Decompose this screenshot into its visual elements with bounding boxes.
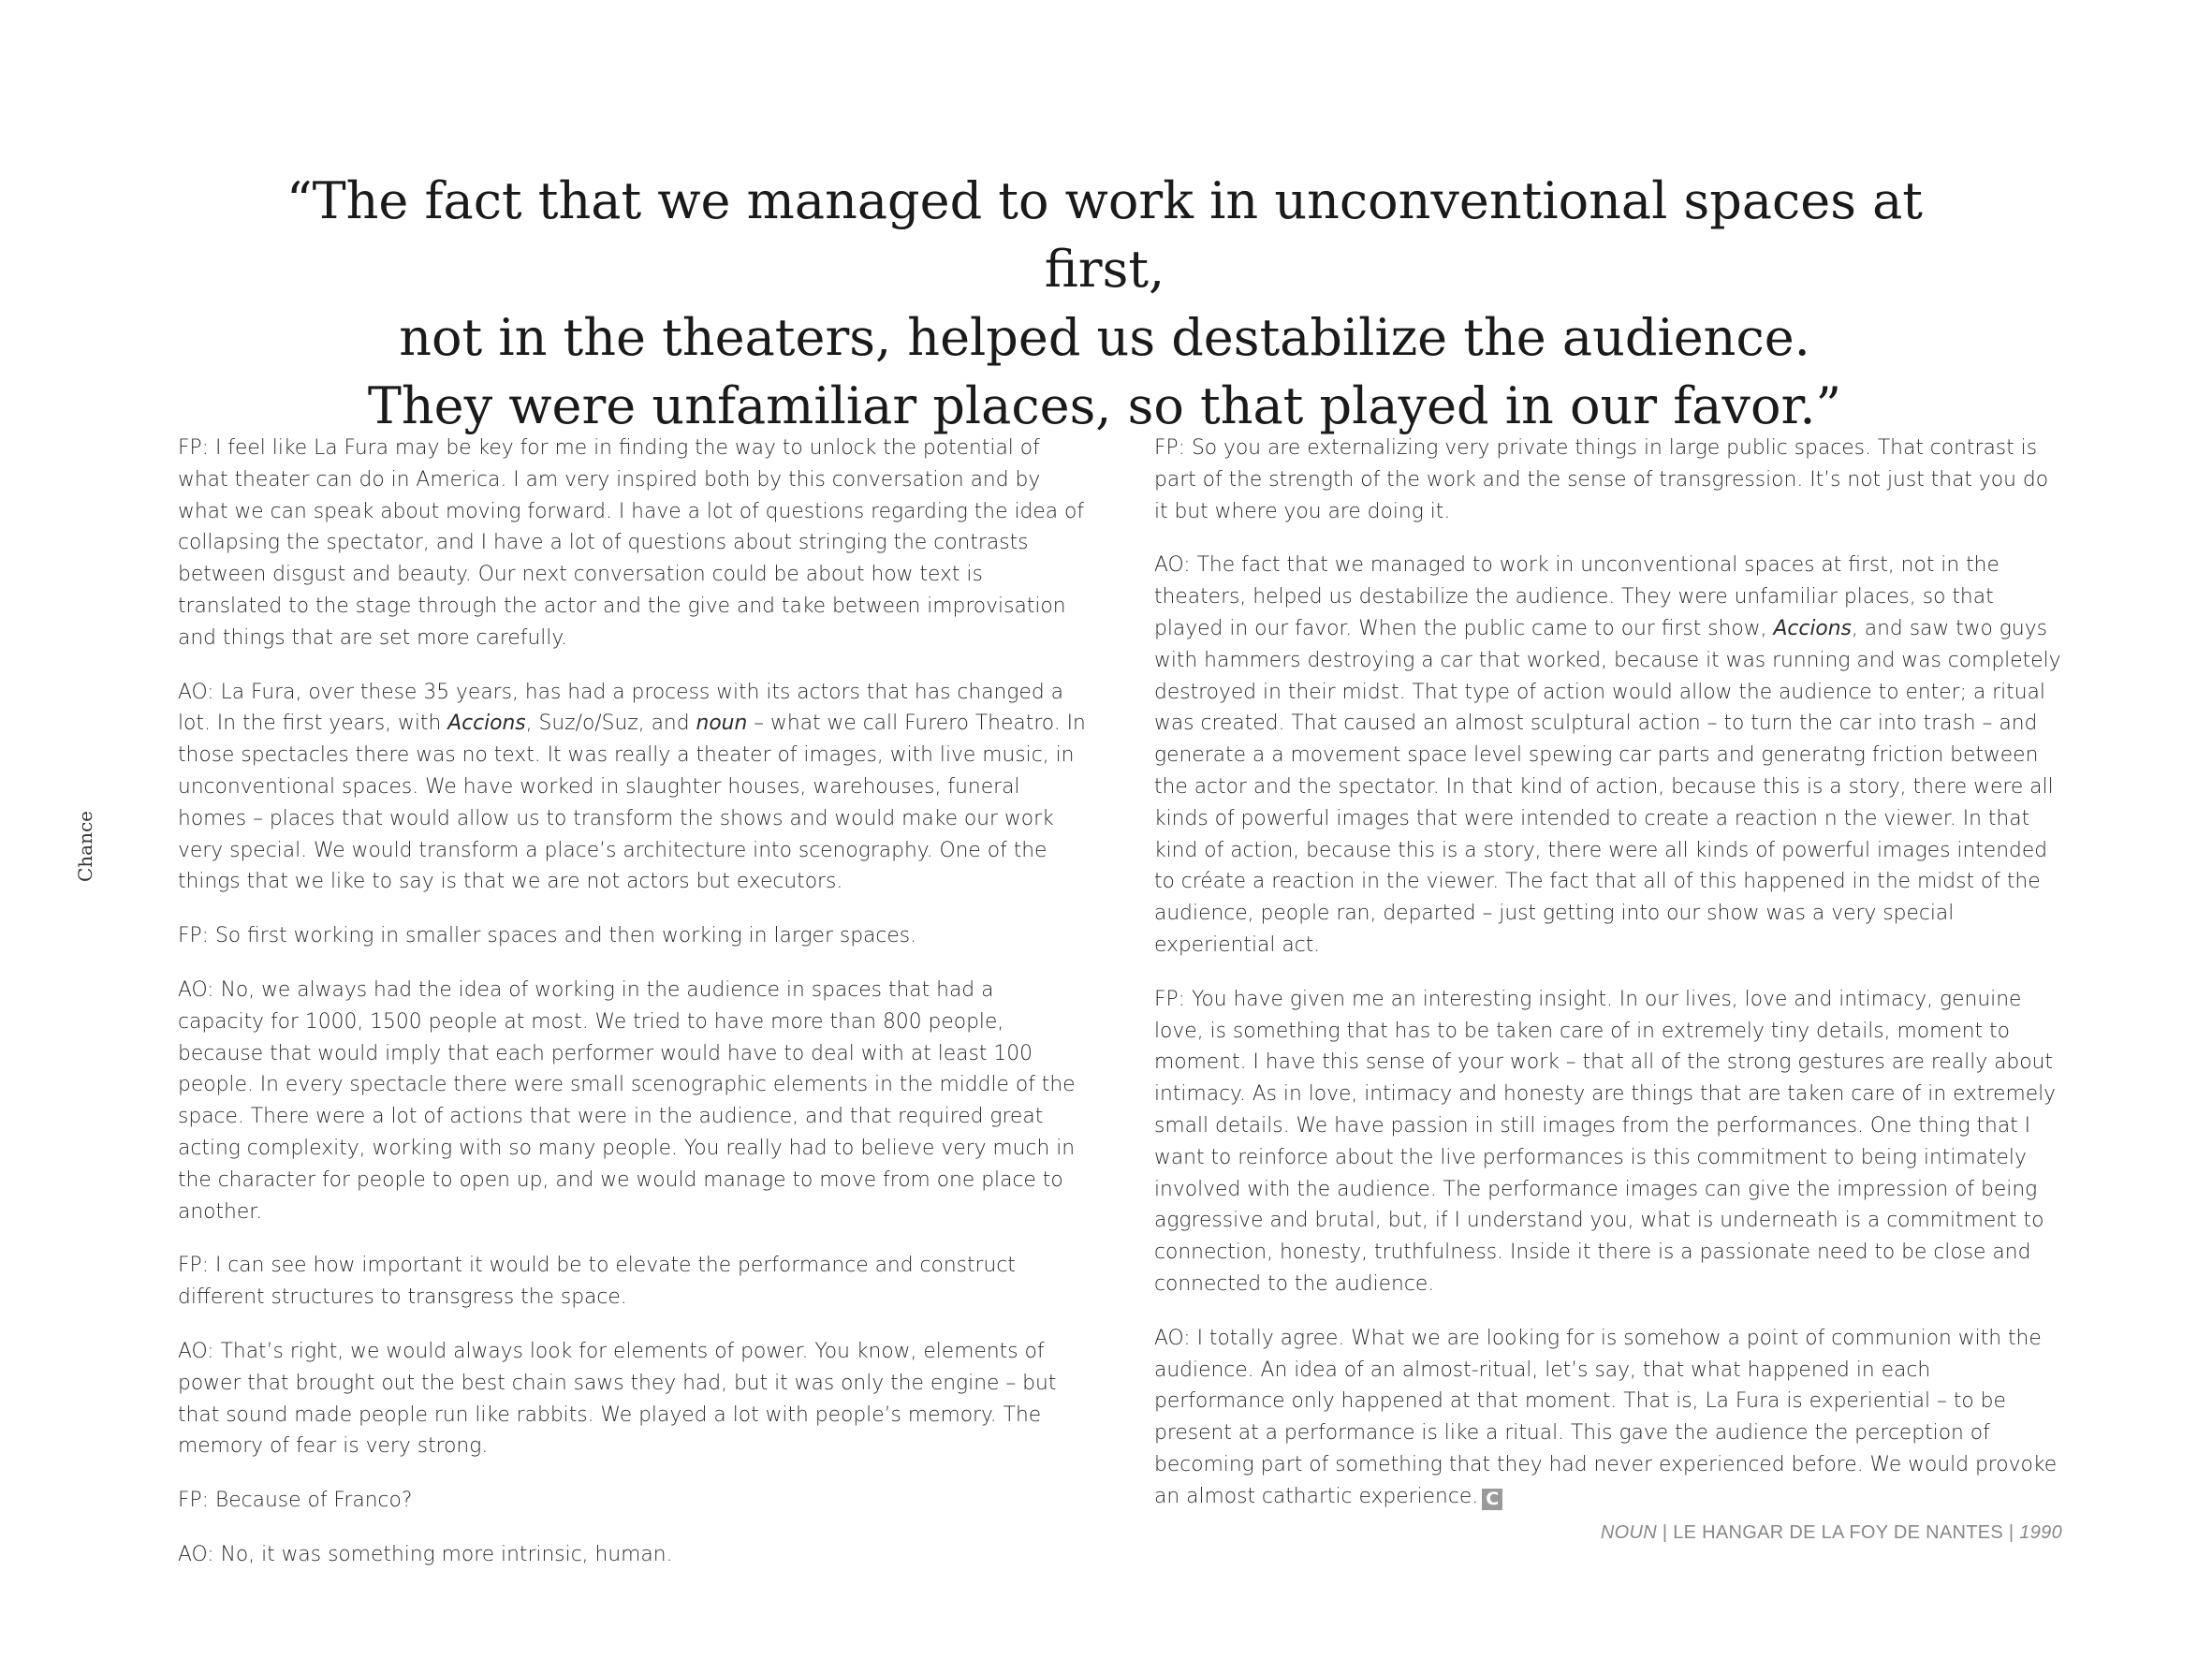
paragraph: AO: No, it was something more intrinsic, human.	[178, 1542, 673, 1566]
paragraph: FP: So you are externalizing very private things in large public spaces. That contrast is part of the strength of the work and the sense of transgression. It’s not just that you do it but where you are doing it.	[1154, 436, 2049, 523]
left-column	[178, 433, 1086, 1593]
text-run: , and saw two guys with hammers destroying a car that worked, because it was running and was completely destroyed in their midst. That type of action would allow the audience to enter; a ritual was created. That caused an almost sculptural action – to turn the car into trash – and generate a a movement space level spewing car parts and generatng friction between the actor and the spectator. In that kind of action, because this is a story, there were all kinds of powerful images that were intended to create a reaction n the viewer. In that kind of action, because this is a story, there were all kinds of powerful images intended to créate a reaction in the viewer. The fact that all of this happened in the midst of the audience, people ran, departed – just getting into our show was a very special experiential act.	[1154, 616, 2061, 957]
caption-place: LE HANGAR DE LA FOY DE NANTES	[1673, 1522, 2004, 1543]
pull-quote-line: They were unfamiliar places, so that played in our favor.”	[367, 376, 1842, 435]
caption-separator: |	[2003, 1522, 2020, 1543]
pull-quote	[234, 167, 1975, 440]
text-run: AO: La Fura, over these 35 years, has had a process with its actors that has changed a lot. In the first years, with	[178, 680, 1063, 736]
paragraph: FP: I feel like La Fura may be key for me in finding the way to unlock the potential of what theater can do in America. I am very inspired both by this conversation and by what we can speak about moving forward. I have a lot of questions regarding the idea of collapsing the spectator, and I have a lot of questions about stringing the contrasts between disgust and beauty. Our next conversation could be about how text is translated to the stage through the actor and the give and take between improvisation and things that are set more carefully.	[178, 436, 1085, 650]
text-run: AO: I totally agree. What we are looking for is somehow a point of communion with the audience. An idea of an almost-ritual, let’s say, that what happened in each performance only happened at that moment. That is, La Fura is experiential – to be present at a performance is like a ritual. This gave the audience the perception of becoming part of something that they had never experienced before. We would provoke an almost cathartic experience.	[1154, 1326, 2058, 1508]
image-caption	[1601, 1522, 2062, 1544]
paragraph: FP: I can see how important it would be to elevate the performance and construct different structures to transgress the space.	[178, 1254, 1016, 1310]
right-column	[1154, 433, 2062, 1535]
paragraph	[1154, 550, 2062, 961]
text-run: , Suz/o/Suz, and	[525, 712, 696, 736]
paragraph: FP: Because of Franco?	[178, 1489, 413, 1513]
end-mark-icon: C	[1482, 1489, 1502, 1510]
work-title: Accions	[447, 712, 526, 736]
pull-quote-line: not in the theaters, helped us destabilize the audience.	[399, 308, 1810, 367]
paragraph: AO: No, we always had the idea of working in the audience in spaces that had a capacity for 1000, 1500 people at most. We tried to have more than 800 people, because that would imply that each performer would have to deal with at least 100 people. In every spectacle there were small scenographic elements in the middle of the space. There were a lot of actions that were in the audience, and that required great acting complexity, working with so many people. You really had to believe very much in the character for people to open up, and we would manage to move from one place to another.	[178, 977, 1076, 1224]
pull-quote-line: “The fact that we managed to work in unconventional spaces at first,	[286, 171, 1923, 299]
text-run: AO: The fact that we managed to work in unconventional spaces at first, not in the theaters, helped us destabilize the audience. They were unfamiliar places, so that played in our favor. When the public came to our first show,	[1154, 553, 2000, 640]
caption-year: 1990	[2019, 1522, 2062, 1543]
paragraph: FP: You have given me an interesting insight. In our lives, love and intimacy, genuine love, is something that has to be taken care of in extremely tiny details, moment to moment. I have this sense of your work – that all of the strong gestures are really about intimacy. As in love, intimacy and honesty are things that are taken care of in extremely small details. We have passion in still images from the performances. One thing that I want to reinforce about the live performances is this commitment to being intimately involved with the audience. The performance images can give the impression of being aggressive and brutal, but, if I understand you, what is underneath is a commitment to connection, honesty, truthfulness. Inside it there is a passionate need to be close and connected to the audience.	[1154, 987, 2057, 1296]
work-title: noun	[696, 712, 748, 736]
section-label: Chance	[74, 810, 96, 883]
paragraph: FP: So first working in smaller spaces and then working in larger spaces.	[178, 924, 917, 948]
paragraph	[178, 677, 1086, 899]
paragraph: AO: That’s right, we would always look for elements of power. You know, elements of power that brought out the best chain saws they had, but it was only the engine – but that sound made people run like rabbits. We played a lot with people’s memory. The memory of fear is very strong.	[178, 1339, 1057, 1459]
caption-title: NOUN	[1600, 1522, 1657, 1543]
paragraph	[1154, 1323, 2062, 1513]
text-run: – what we call Furero Theatro. In those spectacles there was no text. It was really a theater of images, with live music, in unconventional spaces. We have worked in slaughter houses, warehouses, funeral homes – places that would allow us to transform the shows and would make our work very special. We would transform a place’s architecture into scenography. One of the things that we like to say is that we are not actors but executors.	[178, 712, 1086, 894]
caption-separator: |	[1656, 1522, 1674, 1543]
work-title: Accions	[1773, 616, 1852, 640]
